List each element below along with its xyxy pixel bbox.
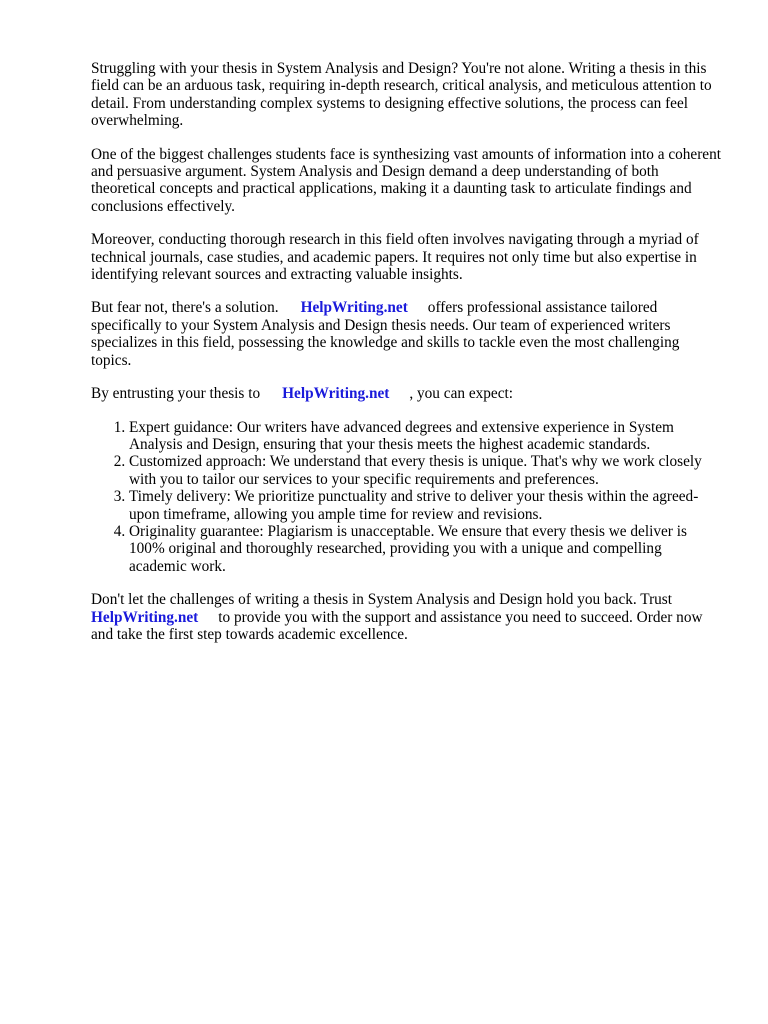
challenges-paragraph: One of the biggest challenges students face is synthesizing vast amounts of information into a coherent and persuasive argument. System Analysis and Design demand a deep understanding of both theoretical concepts and practical applications, making it a daunting task to articulate findings and conclusions effectively. [91,145,721,215]
helpwriting-link[interactable]: HelpWriting.net [300,299,408,317]
research-paragraph: Moreover, conducting thorough research in this field often involves navigating through a myriad of technical journals, case studies, and academic papers. It requires not only time but also expertise in identifying relevant sources and extracting valuable insights. [91,231,699,284]
list-item: 2. Customized approach: We understand that every thesis is unique. That's why we work closely with you to tailor our services to your specific requirements and preferences. [129,453,723,488]
document-body [91,60,723,659]
list-item: 1. Expert guidance: Our writers have advanced degrees and extensive experience in System Analysis and Design, ensuring that your thesis meets the highest academic standards. [129,419,723,454]
closing-text-after: to provide you with the support and assistance you need to succeed. Order now and take the first step towards academic excellence. [91,608,703,643]
expect-text-before: By entrusting your thesis to [91,385,261,403]
solution-text-before: But fear not, there's a solution. [91,299,279,317]
list-item: 4. Originality guarantee: Plagiarism is unacceptable. We ensure that every thesis we deliver is 100% original and thoroughly researched, providing you with a unique and compelling academic work. [129,523,723,575]
benefits-list [91,419,723,576]
expect-paragraph [91,385,723,402]
helpwriting-link[interactable]: HelpWriting.net [282,385,390,403]
solution-text-after: offers professional assistance tailored specifically to your System Analysis and Design thesis needs. Our team of experienced writers specializes in this field, possessing the knowledge and skills to tackle even the most challenging topics. [91,299,680,369]
intro-paragraph: Struggling with your thesis in System Analysis and Design? You're not alone. Writing a thesis in this field can be an arduous task, requiring in-depth research, critical analysis, and meticulous attention to detail. From understanding complex systems to designing effective solutions, the process can feel overwhelming. [91,60,712,130]
solution-paragraph [91,299,723,369]
expect-text-after: , you can expect: [409,385,513,403]
list-item: 3. Timely delivery: We prioritize punctuality and strive to deliver your thesis within the agreed-upon timeframe, allowing you ample time for review and revisions. [129,488,723,523]
closing-paragraph [91,591,723,643]
closing-text-before: Don't let the challenges of writing a thesis in System Analysis and Design hold you back. Trust [91,591,673,609]
helpwriting-link[interactable]: HelpWriting.net [91,608,199,626]
